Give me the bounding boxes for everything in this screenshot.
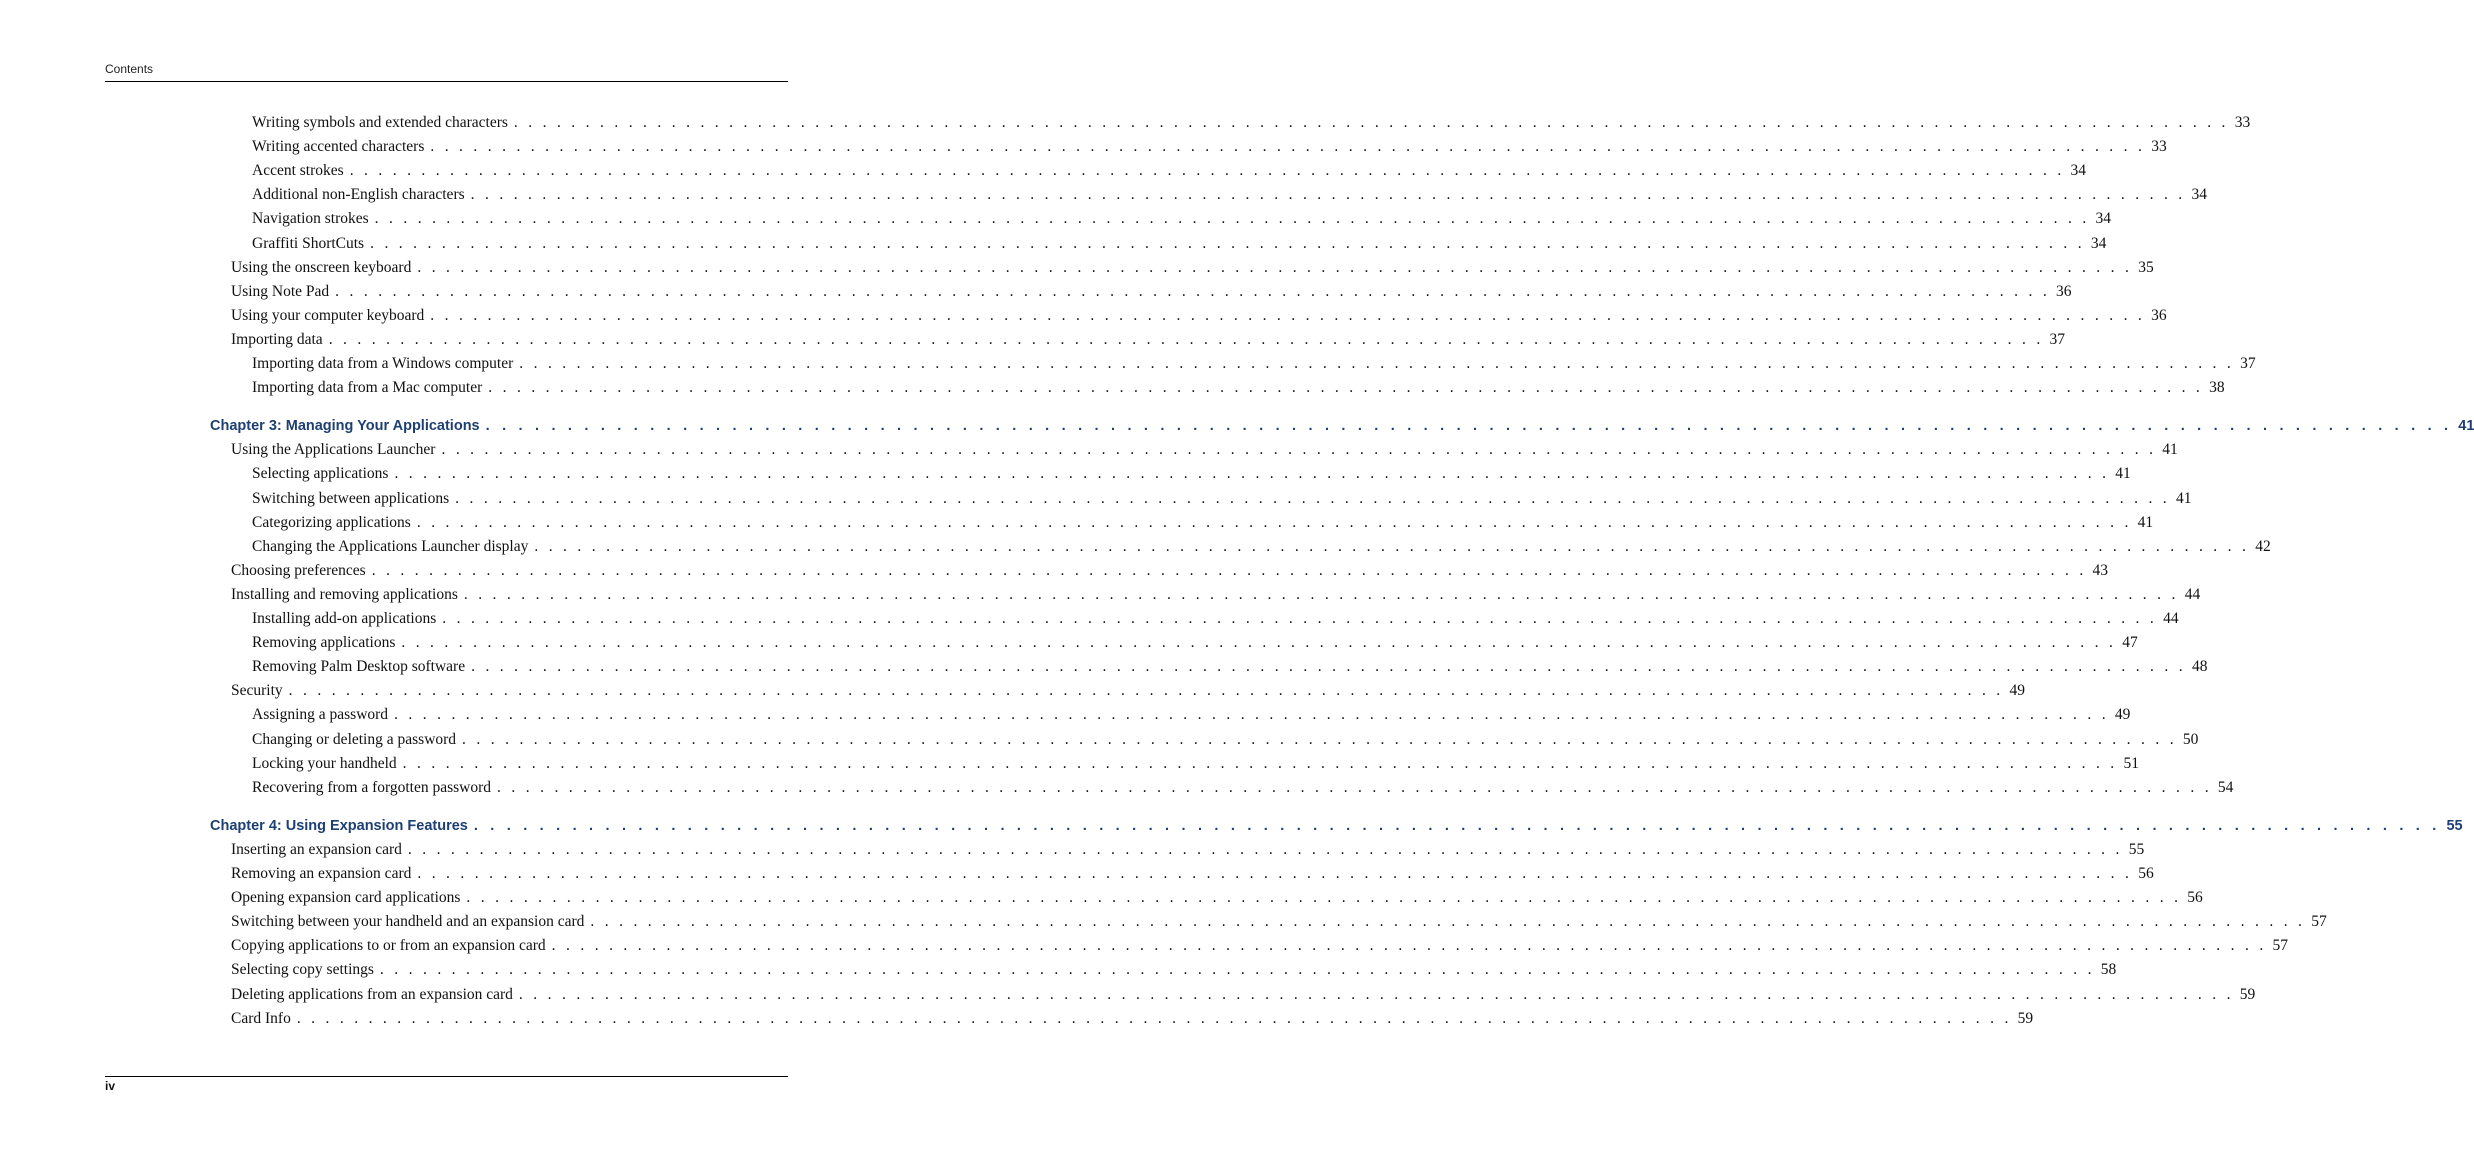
toc-entry[interactable] [252,776,2234,800]
toc-entry[interactable] [252,607,2179,631]
entry-title: Security [231,682,283,700]
entry-title: Inserting an expansion card [231,840,402,858]
entry-title: Using the onscreen keyboard [231,258,412,276]
dot-leader: . . . . . . . . . . . . . . . . . . . . . . . . . . . . . . . . . . . . . . . . . . . . . . . . . . . . . . . . . . . . . . . . . . . . . . . . . . . . . . . . . . . . . . . . . . . . . . . . . . . . . . . . . . . . . . . . . . . . . . . . [519,355,2235,372]
dot-leader: . . . . . . . . . . . . . . . . . . . . . . . . . . . . . . . . . . . . . . . . . . . . . . . . . . . . . . . . . . . . . . . . . . . . . . . . . . . . . . . . . . . . . . . . . . . . . . . . . . . . . . . . . . . . . . . . . . . . . . . . [513,114,2229,131]
dot-leader: . . . . . . . . . . . . . . . . . . . . . . . . . . . . . . . . . . . . . . . . . . . . . . . . . . . . . . . . . . . . . . . . . . . . . . . . . . . . . . . . . . . . . . . . . . . . . . . . . . . . . . . . . . . . . . . . . . . . . . . . [473,817,2441,834]
entry-page-number: 41 [2175,489,2192,507]
toc-entry[interactable] [231,934,2288,958]
dot-leader: . . . . . . . . . . . . . . . . . . . . . . . . . . . . . . . . . . . . . . . . . . . . . . . . . . . . . . . . . . . . . . . . . . . . . . . . . . . . . . . . . . . . . . . . . . . . . . . . . . . . . . . . . . . . . . . . . . . . . . . . [441,441,2157,459]
entry-page-number: 49 [2009,682,2025,700]
entry-page-number: 57 [2272,937,2288,955]
dot-leader: . . . . . . . . . . . . . . . . . . . . . . . . . . . . . . . . . . . . . . . . . . . . . . . . . . . . . . . . . . . . . . . . . . . . . . . . . . . . . . . . . . . . . . . . . . . . . . . . . . . . . . . . . . . . . . . . . . . . . . . . [485,418,2453,435]
dot-leader: . . . . . . . . . . . . . . . . . . . . . . . . . . . . . . . . . . . . . . . . . . . . . . . . . . . . . . . . . . . . . . . . . . . . . . . . . . . . . . . . . . . . . . . . . . . . . . . . . . . . . . . . . . . . . . . . . . . . . . . . [417,865,2133,882]
toc-entry[interactable] [252,511,2154,535]
toc-entry[interactable] [252,111,2251,135]
entry-page-number: 34 [2070,162,2087,180]
entry-title: Assigning a password [252,706,389,724]
toc-entry[interactable] [231,328,2066,352]
toc-entry[interactable] [252,728,2199,752]
dot-leader: . . . . . . . . . . . . . . . . . . . . . . . . . . . . . . . . . . . . . . . . . . . . . . . . . . . . . . . . . . . . . . . . . . . . . . . . . . . . . . . . . . . . . . . . . . . . . . . . . . . . . . . . . . . . . . . . . . . . . . . . [370,234,2085,252]
entry-page-number: 55 [2128,840,2145,858]
toc-entry[interactable] [252,376,2225,400]
entry-title: Choosing preferences [231,561,366,579]
entry-title: Deleting applications from an expansion card [231,985,513,1003]
toc-entry[interactable] [252,631,2138,655]
toc-entry[interactable] [231,256,2154,280]
entry-title: Additional non-English characters [252,186,465,204]
entry-page-number: 51 [2123,754,2139,772]
entry-title: Selecting copy settings [231,961,374,979]
entry-title: Using the Applications Launcher [231,441,436,459]
header-rule [105,81,788,82]
toc-entry[interactable] [231,910,2327,934]
toc-entry[interactable] [252,232,2107,256]
chapter-entry[interactable] [210,414,2474,438]
entry-page-number: 48 [2191,658,2208,676]
entry-page-number: 56 [2138,865,2154,882]
dot-leader: . . . . . . . . . . . . . . . . . . . . . . . . . . . . . . . . . . . . . . . . . . . . . . . . . . . . . . . . . . . . . . . . . . . . . . . . . . . . . . . . . . . . . . . . . . . . . . . . . . . . . . . . . . . . . . . . . . . . . . . . [466,889,2182,907]
toc-entry[interactable] [231,838,2145,862]
entry-title: Importing data from a Mac computer [252,379,483,397]
entry-title: Installing add-on applications [252,610,437,627]
dot-leader: . . . . . . . . . . . . . . . . . . . . . . . . . . . . . . . . . . . . . . . . . . . . . . . . . . . . . . . . . . . . . . . . . . . . . . . . . . . . . . . . . . . . . . . . . . . . . . . . . . . . . . . . . . . . . . . . . . . . . . . . [518,985,2234,1003]
entry-page-number: 50 [2182,730,2199,748]
footer-rule [105,1076,788,1077]
dot-leader: . . . . . . . . . . . . . . . . . . . . . . . . . . . . . . . . . . . . . . . . . . . . . . . . . . . . . . . . . . . . . . . . . . . . . . . . . . . . . . . . . . . . . . . . . . . . . . . . . . . . . . . . . . . . . . . . . . . . . . . . [430,306,2146,324]
entry-page-number: 37 [2049,330,2066,348]
toc-entry[interactable] [231,983,2256,1007]
entry-title: Card Info [231,1009,291,1027]
entry-title: Chapter 3: Managing Your Applications [210,418,480,435]
dot-leader: . . . . . . . . . . . . . . . . . . . . . . . . . . . . . . . . . . . . . . . . . . . . . . . . . . . . . . . . . . . . . . . . . . . . . . . . . . . . . . . . . . . . . . . . . . . . . . . . . . . . . . . . . . . . . . . . . . . . . . . . [394,706,2109,724]
dot-leader: . . . . . . . . . . . . . . . . . . . . . . . . . . . . . . . . . . . . . . . . . . . . . . . . . . . . . . . . . . . . . . . . . . . . . . . . . . . . . . . . . . . . . . . . . . . . . . . . . . . . . . . . . . . . . . . . . . . . . . . . [417,258,2133,276]
running-head: Contents [105,62,154,76]
toc-entry[interactable] [252,752,2139,776]
entry-page-number: 42 [2255,537,2271,555]
entry-title: Recovering from a forgotten password [252,778,492,796]
entry-title: Accent strokes [252,162,344,180]
toc-entry[interactable] [231,583,2201,607]
toc-entry[interactable] [231,958,2117,982]
dot-leader: . . . . . . . . . . . . . . . . . . . . . . . . . . . . . . . . . . . . . . . . . . . . . . . . . . . . . . . . . . . . . . . . . . . . . . . . . . . . . . . . . . . . . . . . . . . . . . . . . . . . . . . . . . . . . . . . . . . . . . . . [335,282,2050,300]
entry-page-number: 41 [2115,465,2131,483]
entry-page-number: 43 [2092,561,2109,579]
entry-title: Changing the Applications Launcher display [252,537,529,555]
entry-page-number: 58 [2100,961,2117,979]
entry-title: Categorizing applications [252,513,411,531]
entry-page-number: 56 [2187,889,2203,907]
entry-title: Locking your handheld [252,754,397,772]
dot-leader: . . . . . . . . . . . . . . . . . . . . . . . . . . . . . . . . . . . . . . . . . . . . . . . . . . . . . . . . . . . . . . . . . . . . . . . . . . . . . . . . . . . . . . . . . . . . . . . . . . . . . . . . . . . . . . . . . . . . . . . . [402,754,2118,772]
chapter-entry[interactable] [210,814,2463,838]
entry-title: Importing data from a Windows computer [252,355,514,372]
toc-entry[interactable] [252,487,2192,511]
dot-leader: . . . . . . . . . . . . . . . . . . . . . . . . . . . . . . . . . . . . . . . . . . . . . . . . . . . . . . . . . . . . . . . . . . . . . . . . . . . . . . . . . . . . . . . . . . . . . . . . . . . . . . . . . . . . . . . . . . . . . . . . [288,682,2004,700]
entry-page-number: 57 [2311,913,2327,931]
entry-page-number: 41 [2137,513,2154,531]
toc-entry[interactable] [252,352,2256,376]
dot-leader: . . . . . . . . . . . . . . . . . . . . . . . . . . . . . . . . . . . . . . . . . . . . . . . . . . . . . . . . . . . . . . . . . . . . . . . . . . . . . . . . . . . . . . . . . . . . . . . . . . . . . . . . . . . . . . . . . . . . . . . . [534,537,2250,555]
dot-leader: . . . . . . . . . . . . . . . . . . . . . . . . . . . . . . . . . . . . . . . . . . . . . . . . . . . . . . . . . . . . . . . . . . . . . . . . . . . . . . . . . . . . . . . . . . . . . . . . . . . . . . . . . . . . . . . . . . . . . . . . [349,162,2065,180]
entry-page-number: 33 [2151,138,2167,156]
dot-leader: . . . . . . . . . . . . . . . . . . . . . . . . . . . . . . . . . . . . . . . . . . . . . . . . . . . . . . . . . . . . . . . . . . . . . . . . . . . . . . . . . . . . . . . . . . . . . . . . . . . . . . . . . . . . . . . . . . . . . . . . [488,379,2204,397]
toc-entry[interactable] [252,535,2271,559]
toc-entry[interactable] [231,1007,2034,1031]
entry-title: Removing applications [252,634,396,652]
dot-leader: . . . . . . . . . . . . . . . . . . . . . . . . . . . . . . . . . . . . . . . . . . . . . . . . . . . . . . . . . . . . . . . . . . . . . . . . . . . . . . . . . . . . . . . . . . . . . . . . . . . . . . . . . . . . . . . . . . . . . . . . [442,610,2158,627]
entry-page-number: 36 [2151,306,2167,324]
entry-page-number: 44 [2163,610,2179,627]
dot-leader: . . . . . . . . . . . . . . . . . . . . . . . . . . . . . . . . . . . . . . . . . . . . . . . . . . . . . . . . . . . . . . . . . . . . . . . . . . . . . . . . . . . . . . . . . . . . . . . . . . . . . . . . . . . . . . . . . . . . . . . . [462,730,2177,748]
entry-title: Removing an expansion card [231,865,412,882]
dot-leader: . . . . . . . . . . . . . . . . . . . . . . . . . . . . . . . . . . . . . . . . . . . . . . . . . . . . . . . . . . . . . . . . . . . . . . . . . . . . . . . . . . . . . . . . . . . . . . . . . . . . . . . . . . . . . . . . . . . . . . . . [470,186,2186,204]
dot-leader: . . . . . . . . . . . . . . . . . . . . . . . . . . . . . . . . . . . . . . . . . . . . . . . . . . . . . . . . . . . . . . . . . . . . . . . . . . . . . . . . . . . . . . . . . . . . . . . . . . . . . . . . . . . . . . . . . . . . . . . . [416,513,2132,531]
toc-entry[interactable] [231,862,2154,886]
dot-leader: . . . . . . . . . . . . . . . . . . . . . . . . . . . . . . . . . . . . . . . . . . . . . . . . . . . . . . . . . . . . . . . . . . . . . . . . . . . . . . . . . . . . . . . . . . . . . . . . . . . . . . . . . . . . . . . . . . . . . . . . [328,330,2044,348]
toc-entry[interactable] [252,207,2111,231]
entry-page-number: 35 [2138,258,2154,276]
entry-title: Writing accented characters [252,138,425,156]
entry-page-number: 49 [2114,706,2131,724]
entry-page-number: 34 [2191,186,2207,204]
dot-leader: . . . . . . . . . . . . . . . . . . . . . . . . . . . . . . . . . . . . . . . . . . . . . . . . . . . . . . . . . . . . . . . . . . . . . . . . . . . . . . . . . . . . . . . . . . . . . . . . . . . . . . . . . . . . . . . . . . . . . . . . [407,840,2123,858]
dot-leader: . . . . . . . . . . . . . . . . . . . . . . . . . . . . . . . . . . . . . . . . . . . . . . . . . . . . . . . . . . . . . . . . . . . . . . . . . . . . . . . . . . . . . . . . . . . . . . . . . . . . . . . . . . . . . . . . . . . . . . . . [379,961,2095,979]
entry-title: Installing and removing applications [231,585,458,603]
entry-page-number: 37 [2240,355,2256,372]
dot-leader: . . . . . . . . . . . . . . . . . . . . . . . . . . . . . . . . . . . . . . . . . . . . . . . . . . . . . . . . . . . . . . . . . . . . . . . . . . . . . . . . . . . . . . . . . . . . . . . . . . . . . . . . . . . . . . . . . . . . . . . . [463,585,2179,603]
entry-title: Selecting applications [252,465,389,483]
entry-title: Changing or deleting a password [252,730,457,748]
entry-title: Importing data [231,330,323,348]
entry-page-number: 44 [2184,585,2201,603]
entry-title: Graffiti ShortCuts [252,234,365,252]
entry-page-number: 33 [2234,114,2251,131]
dot-leader: . . . . . . . . . . . . . . . . . . . . . . . . . . . . . . . . . . . . . . . . . . . . . . . . . . . . . . . . . . . . . . . . . . . . . . . . . . . . . . . . . . . . . . . . . . . . . . . . . . . . . . . . . . . . . . . . . . . . . . . . [590,913,2306,931]
entry-page-number: 41 [2162,441,2178,459]
entry-page-number: 36 [2056,282,2072,300]
entry-page-number: 54 [2217,778,2234,796]
dot-leader: . . . . . . . . . . . . . . . . . . . . . . . . . . . . . . . . . . . . . . . . . . . . . . . . . . . . . . . . . . . . . . . . . . . . . . . . . . . . . . . . . . . . . . . . . . . . . . . . . . . . . . . . . . . . . . . . . . . . . . . . [374,210,2090,228]
page-folio: iv [105,1079,116,1093]
entry-title: Switching between applications [252,489,450,507]
entry-page-number: 41 [2458,418,2474,435]
toc-entry[interactable] [231,280,2072,304]
toc-entry[interactable] [252,159,2087,183]
dot-leader: . . . . . . . . . . . . . . . . . . . . . . . . . . . . . . . . . . . . . . . . . . . . . . . . . . . . . . . . . . . . . . . . . . . . . . . . . . . . . . . . . . . . . . . . . . . . . . . . . . . . . . . . . . . . . . . . . . . . . . . . [296,1009,2012,1027]
dot-leader: . . . . . . . . . . . . . . . . . . . . . . . . . . . . . . . . . . . . . . . . . . . . . . . . . . . . . . . . . . . . . . . . . . . . . . . . . . . . . . . . . . . . . . . . . . . . . . . . . . . . . . . . . . . . . . . . . . . . . . . . [371,561,2087,579]
entry-title: Opening expansion card applications [231,889,461,907]
toc-entry[interactable] [231,438,2178,462]
toc-entry[interactable] [252,462,2131,486]
dot-leader: . . . . . . . . . . . . . . . . . . . . . . . . . . . . . . . . . . . . . . . . . . . . . . . . . . . . . . . . . . . . . . . . . . . . . . . . . . . . . . . . . . . . . . . . . . . . . . . . . . . . . . . . . . . . . . . . . . . . . . . . [455,489,2170,507]
entry-title: Navigation strokes [252,210,369,228]
dot-leader: . . . . . . . . . . . . . . . . . . . . . . . . . . . . . . . . . . . . . . . . . . . . . . . . . . . . . . . . . . . . . . . . . . . . . . . . . . . . . . . . . . . . . . . . . . . . . . . . . . . . . . . . . . . . . . . . . . . . . . . . [394,465,2110,483]
entry-title: Writing symbols and extended characters [252,114,508,131]
entry-page-number: 59 [2239,985,2256,1003]
toc-entry[interactable] [252,655,2208,679]
entry-page-number: 34 [2095,210,2111,228]
entry-title: Switching between your handheld and an expansion card [231,913,585,931]
toc-entry[interactable] [252,703,2131,727]
entry-title: Removing Palm Desktop software [252,658,466,676]
toc-entry[interactable] [231,886,2203,910]
dot-leader: . . . . . . . . . . . . . . . . . . . . . . . . . . . . . . . . . . . . . . . . . . . . . . . . . . . . . . . . . . . . . . . . . . . . . . . . . . . . . . . . . . . . . . . . . . . . . . . . . . . . . . . . . . . . . . . . . . . . . . . . [401,634,2117,652]
entry-page-number: 55 [2446,817,2463,834]
entry-page-number: 59 [2017,1009,2034,1027]
entry-page-number: 34 [2090,234,2107,252]
toc-entry[interactable] [252,135,2167,159]
entry-title: Using your computer keyboard [231,306,425,324]
dot-leader: . . . . . . . . . . . . . . . . . . . . . . . . . . . . . . . . . . . . . . . . . . . . . . . . . . . . . . . . . . . . . . . . . . . . . . . . . . . . . . . . . . . . . . . . . . . . . . . . . . . . . . . . . . . . . . . . . . . . . . . . [551,937,2267,955]
toc-entry[interactable] [231,559,2109,583]
entry-title: Using Note Pad [231,282,330,300]
entry-title: Copying applications to or from an expansion card [231,937,546,955]
toc-entry[interactable] [252,183,2207,207]
entry-page-number: 47 [2122,634,2138,652]
entry-page-number: 38 [2209,379,2225,397]
dot-leader: . . . . . . . . . . . . . . . . . . . . . . . . . . . . . . . . . . . . . . . . . . . . . . . . . . . . . . . . . . . . . . . . . . . . . . . . . . . . . . . . . . . . . . . . . . . . . . . . . . . . . . . . . . . . . . . . . . . . . . . . [430,138,2146,156]
toc-entry[interactable] [231,679,2025,703]
entry-title: Chapter 4: Using Expansion Features [210,817,468,834]
toc-entry[interactable] [231,304,2167,328]
dot-leader: . . . . . . . . . . . . . . . . . . . . . . . . . . . . . . . . . . . . . . . . . . . . . . . . . . . . . . . . . . . . . . . . . . . . . . . . . . . . . . . . . . . . . . . . . . . . . . . . . . . . . . . . . . . . . . . . . . . . . . . . [497,778,2212,796]
dot-leader: . . . . . . . . . . . . . . . . . . . . . . . . . . . . . . . . . . . . . . . . . . . . . . . . . . . . . . . . . . . . . . . . . . . . . . . . . . . . . . . . . . . . . . . . . . . . . . . . . . . . . . . . . . . . . . . . . . . . . . . . [471,658,2186,676]
